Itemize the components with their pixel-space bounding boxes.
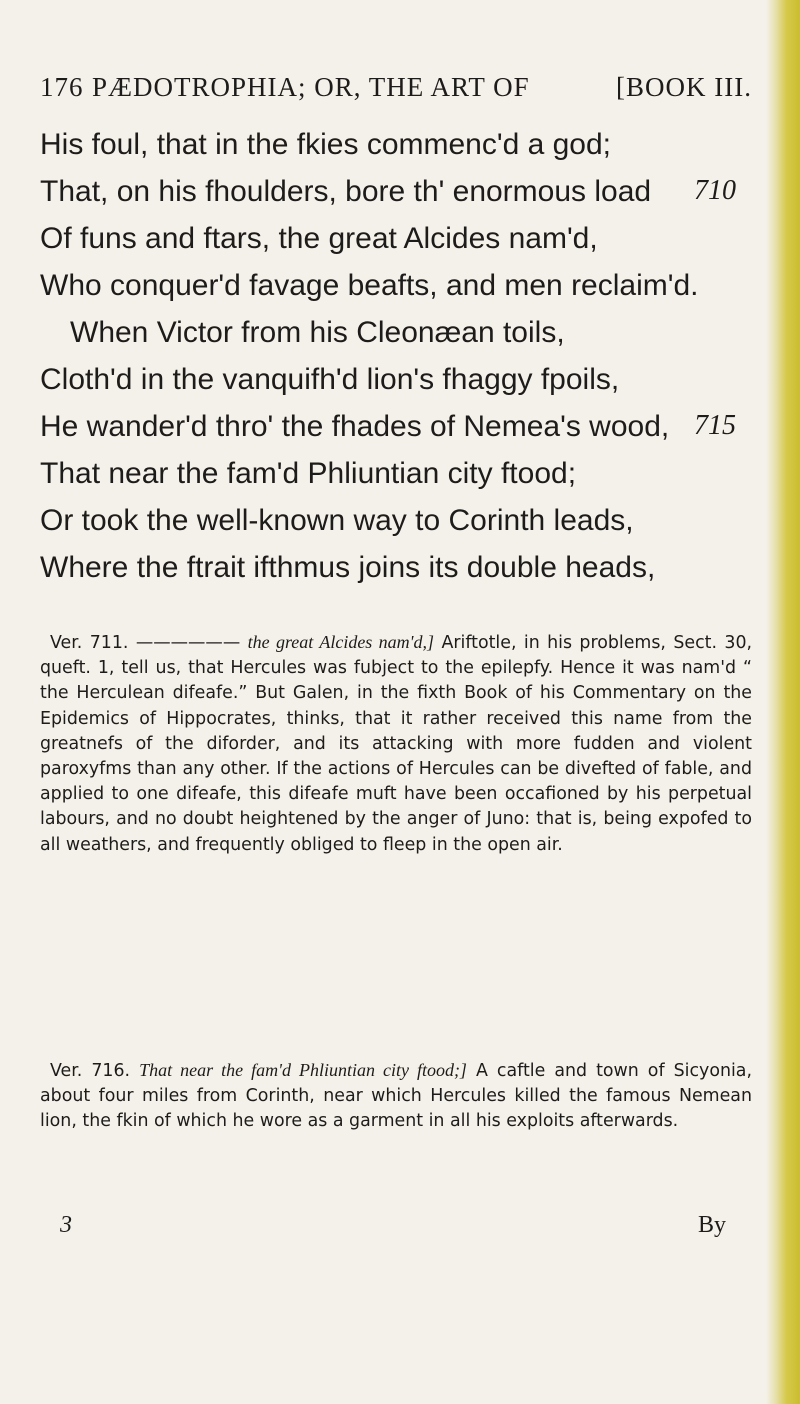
footnote-lemma: That near the fam'd Phliuntian city ftood;] [139, 1060, 467, 1080]
footnote-ref: Ver. 711. [50, 633, 129, 653]
footnote [40, 1058, 752, 1135]
page-number: 176 [40, 72, 84, 102]
footnote-body: Ariftotle, in his problems, Sect. 30, queft. 1, tell us, that Hercules was fubject to the epilepfy. Hence it was nam'd “ the Herculean difeafe.” But Galen, in the fixth Book of his Commentary on the Epidemics of Hippocrates, thinks, that it rather received this name from the greatnefs of the diforder, and its attacking with more fudden and violent paroxyfms than any other. If the actions of Hercules can be divefted of fable, and applied to one difeafe, this difeafe muft have been occafioned by his perpetual labours, and no doubt heightened by the anger of Juno: that is, being expofed to all weathers, and frequently obliged to fleep in the open air. [40, 633, 753, 855]
footnote-body: A caftle and town of Sicyonia, about four miles from Corinth, near which Hercules killed the famous Nemean lion, the fkin of which he wore as a garment in all his exploits afterwards. [40, 1061, 752, 1132]
signature-mark: 3 [60, 1212, 72, 1238]
line-number: 710 [694, 175, 736, 206]
footnote [40, 630, 752, 858]
running-header [40, 72, 760, 112]
footnote-ref: Ver. 716. [50, 1061, 131, 1081]
book-reference: [BOOK III. [616, 72, 752, 102]
verse-line: Or took the well-known way to Corinth leads, [40, 504, 634, 537]
verse-line: He wander'd thro' the fhades of Nemea's wood, 715 [40, 410, 736, 443]
footnote-dash: —————— [135, 633, 241, 653]
verse-line: Cloth'd in the vanquifh'd lion's fhaggy fpoils, [40, 363, 620, 396]
page-footer [0, 1212, 800, 1252]
verse-line: Where the ftrait ifthmus joins its double heads, [40, 551, 656, 584]
line-number: 715 [694, 410, 736, 441]
verse-line: That near the fam'd Phliuntian city ftood; [40, 457, 577, 490]
verse-line: Who conquer'd favage beafts, and men reclaim'd. [40, 269, 699, 302]
catchword: By [698, 1212, 727, 1238]
running-title: PÆDOTROPHIA; OR, THE ART OF [92, 72, 530, 102]
verse-line: That, on his fhoulders, bore th' enormous load 710 [40, 175, 736, 208]
verse-line: When Victor from his Cleonæan toils, [70, 316, 565, 349]
footnote-lemma: the great Alcides nam'd,] [247, 632, 435, 652]
verse-line: His foul, that in the fkies commenc'd a god; [40, 128, 612, 161]
page-edge [766, 0, 800, 1404]
verse-line: Of funs and ftars, the great Alcides nam'd, [40, 222, 598, 255]
